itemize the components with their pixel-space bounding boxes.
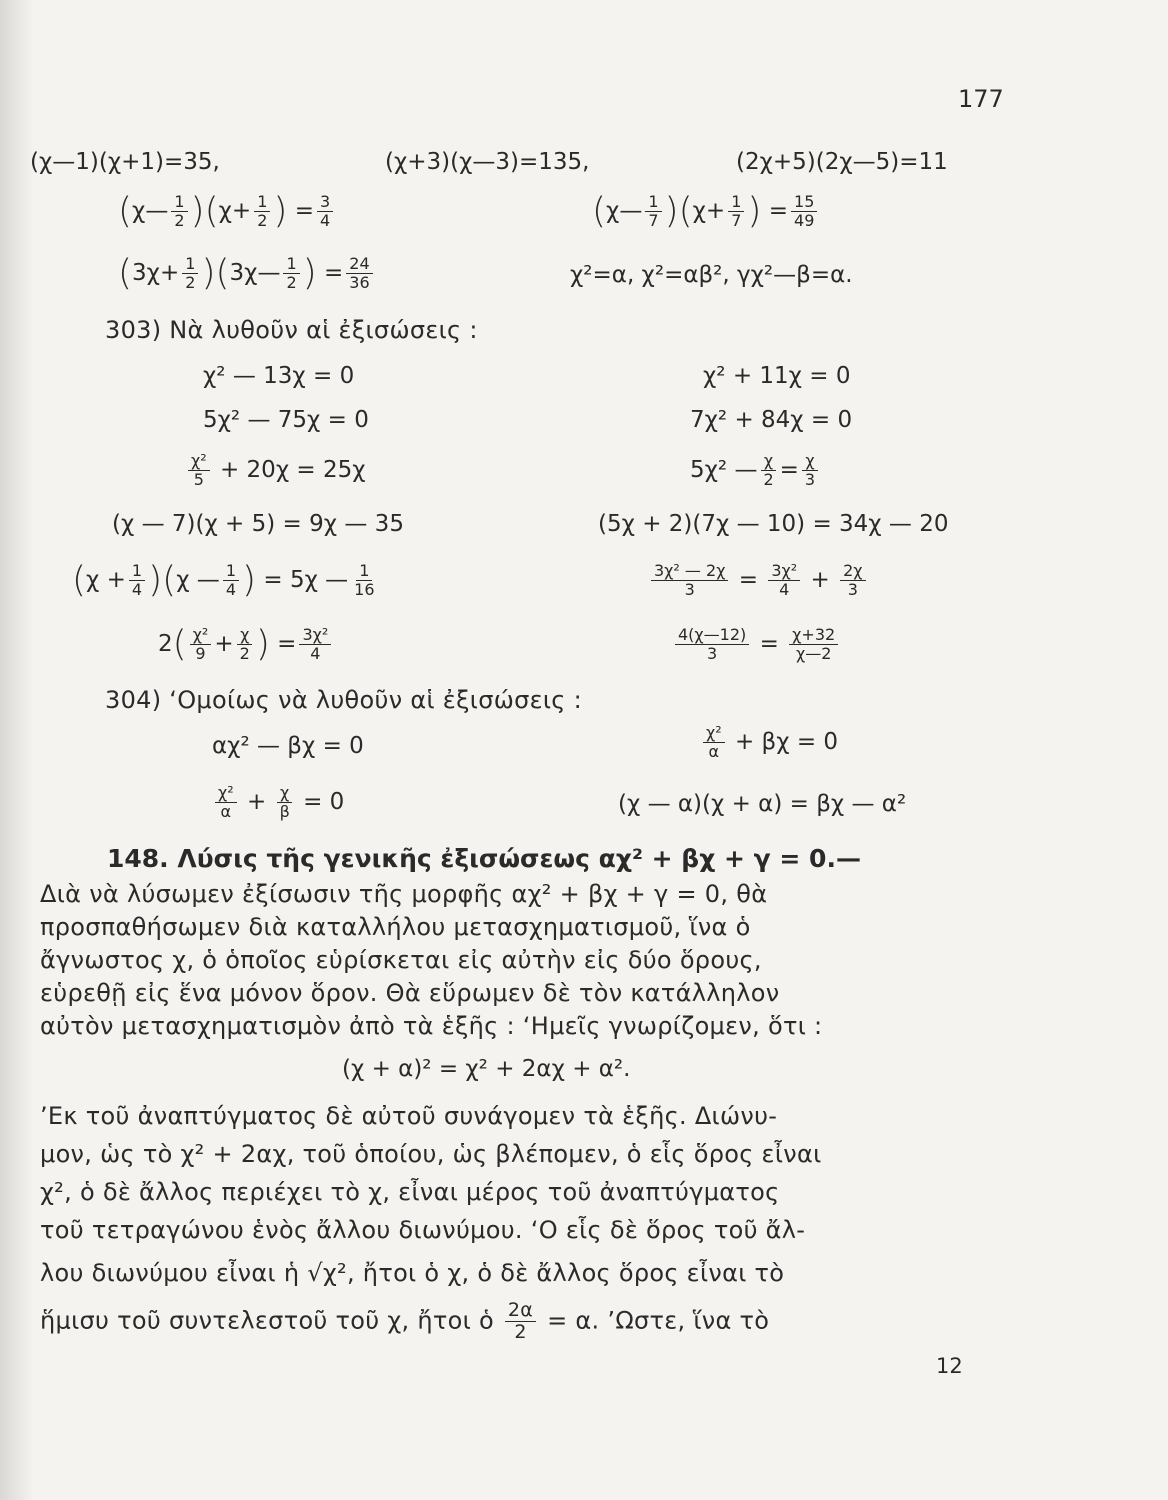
equation-row1-c: (2χ+5)(2χ—5)=11 [736, 149, 948, 175]
ex303-eq5: $\frac{\text{χ²}}{5}$ + 20χ = 25χ [185, 452, 366, 489]
paragraph-line: προσπαθήσωμεν διὰ καταλλήλου μετασχηματισμοῦ, ἵνα ὁ [40, 913, 751, 941]
paragraph-line: ἄγνωστος χ, ὁ ὁποῖος εὑρίσκεται εἰς αὐτὴν εἰς δύο ὅρους, [40, 946, 762, 974]
equation-row3-left: (3χ+ $\frac{1}{2}$ )(3χ— $\frac{1}{2}$ ) = $\frac{24}{36}$ [118, 255, 376, 292]
paragraph-line: χ², ὁ δὲ ἄλλος περιέχει τὸ χ, εἶναι μέρος τοῦ ἀναπτύγματος [40, 1178, 780, 1206]
paragraph-line: αὐτὸν μετασχηματισμὸν ἀπὸ τὰ ἑξῆς : ‘Ημεῖς γνωρίζομεν, ὅτι : [40, 1012, 823, 1040]
equation-row1-b: (χ+3)(χ—3)=135, [385, 149, 590, 175]
ex303-eq8: (5χ + 2)(7χ — 10) = 34χ — 20 [598, 511, 949, 537]
paragraph-line: τοῦ τετραγώνου ἑνὸς ἄλλου διωνύμου. ‘Ο εἷς δὲ ὅρος τοῦ ἄλ- [40, 1216, 806, 1244]
ex303-eq12: $\frac{4(\chi—12)}{3}$ = $\frac{\chi+32}{\chi—2}$ [672, 626, 841, 663]
equation-row2-left: (χ— $\frac{1}{2}$ )(χ+ $\frac{1}{2}$ ) = $\frac{3}{4}$ [118, 193, 336, 230]
paragraph-line: μον, ὡς τὸ χ² + 2αχ, τοῦ ὁποίου, ὡς βλέπομεν, ὁ εἷς ὅρος εἶναι [40, 1140, 822, 1168]
ex303-eq9: (χ + $\frac{1}{4}$ )(χ — $\frac{1}{4}$ ) = 5χ — $\frac{1}{16}$ [72, 559, 375, 601]
exercise-303-title: 303) Νὰ λυθοῦν αἱ ἐξισώσεις : [105, 316, 478, 344]
page-number: 177 [958, 85, 1004, 113]
ex304-eq1: αχ² — βχ = 0 [212, 733, 364, 759]
equation-row2-right: (χ— $\frac{1}{7}$ )(χ+ $\frac{1}{7}$ ) = $\frac{15}{49}$ [592, 193, 820, 230]
page-shadow-edge [0, 0, 34, 1500]
ex304-eq2: $\frac{\text{χ²}}{\alpha}$ + βχ = 0 [700, 724, 838, 761]
equation-row1-a: (χ—1)(χ+1)=35, [30, 149, 220, 175]
ex304-eq3: $\frac{\text{χ²}}{\alpha}$ + $\frac{\chi}{\beta}$ = 0 [212, 784, 344, 821]
section-148-heading: 148. Λύσις τῆς γενικῆς ἐξισώσεως αχ² + βχ + γ = 0.— [107, 844, 861, 873]
ex303-eq6: 5χ² — $\frac{\chi}{2}$ = $\frac{\chi}{3}$ [690, 452, 821, 489]
ex303-eq1: χ² — 13χ = 0 [203, 363, 355, 389]
ex303-eq4: 7χ² + 84χ = 0 [690, 407, 853, 433]
footer-signature-number: 12 [936, 1354, 963, 1378]
paragraph-line: ’Εκ τοῦ ἀναπτύγματος δὲ αὐτοῦ συνάγομεν τὰ ἑξῆς. Διώνυ- [40, 1102, 778, 1130]
equation-row3-right: χ²=α, χ²=αβ², γχ²—β=α. [570, 262, 853, 288]
ex303-eq11: 2( $\frac{\text{χ²}}{9}$ + $\frac{\chi}{2}$ ) = $\frac{\text{3χ²}}{4}$ [158, 626, 334, 663]
ex303-eq10: $\frac{\text{3χ² — 2χ}}{3}$ = $\frac{\text{3χ²}}{4}$ + $\frac{2\chi}{3}$ [648, 562, 869, 599]
ex303-eq2: χ² + 11χ = 0 [703, 363, 851, 389]
ex303-eq7: (χ — 7)(χ + 5) = 9χ — 35 [112, 511, 404, 537]
centered-formula: (χ + α)² = χ² + 2αχ + α². [342, 1056, 631, 1082]
paragraph-line: Διὰ νὰ λύσωμεν ἐξίσωσιν τῆς μορφῆς αχ² + βχ + γ = 0, θὰ [40, 880, 768, 908]
paragraph-line: λου διωνύμου εἶναι ἡ √χ², ἤτοι ὁ χ, ὁ δὲ ἄλλος ὅρος εἶναι τὸ [40, 1259, 785, 1287]
ex304-eq4: (χ — α)(χ + α) = βχ — α² [618, 791, 907, 817]
exercise-304-title: 304) ‘Ομοίως νὰ λυθοῦν αἱ ἐξισώσεις : [105, 686, 583, 714]
paragraph-line: εὑρεθῇ εἰς ἕνα μόνον ὅρον. Θὰ εὕρωμεν δὲ τὸν κατάλληλον [40, 979, 780, 1007]
ex303-eq3: 5χ² — 75χ = 0 [203, 407, 369, 433]
paragraph-last-line: ἥμισυ τοῦ συντελεστοῦ τοῦ χ, ἤτοι ὁ $\frac{2\alpha}{2}$ = α. ’Ωστε, ἵνα τὸ [40, 1299, 770, 1343]
